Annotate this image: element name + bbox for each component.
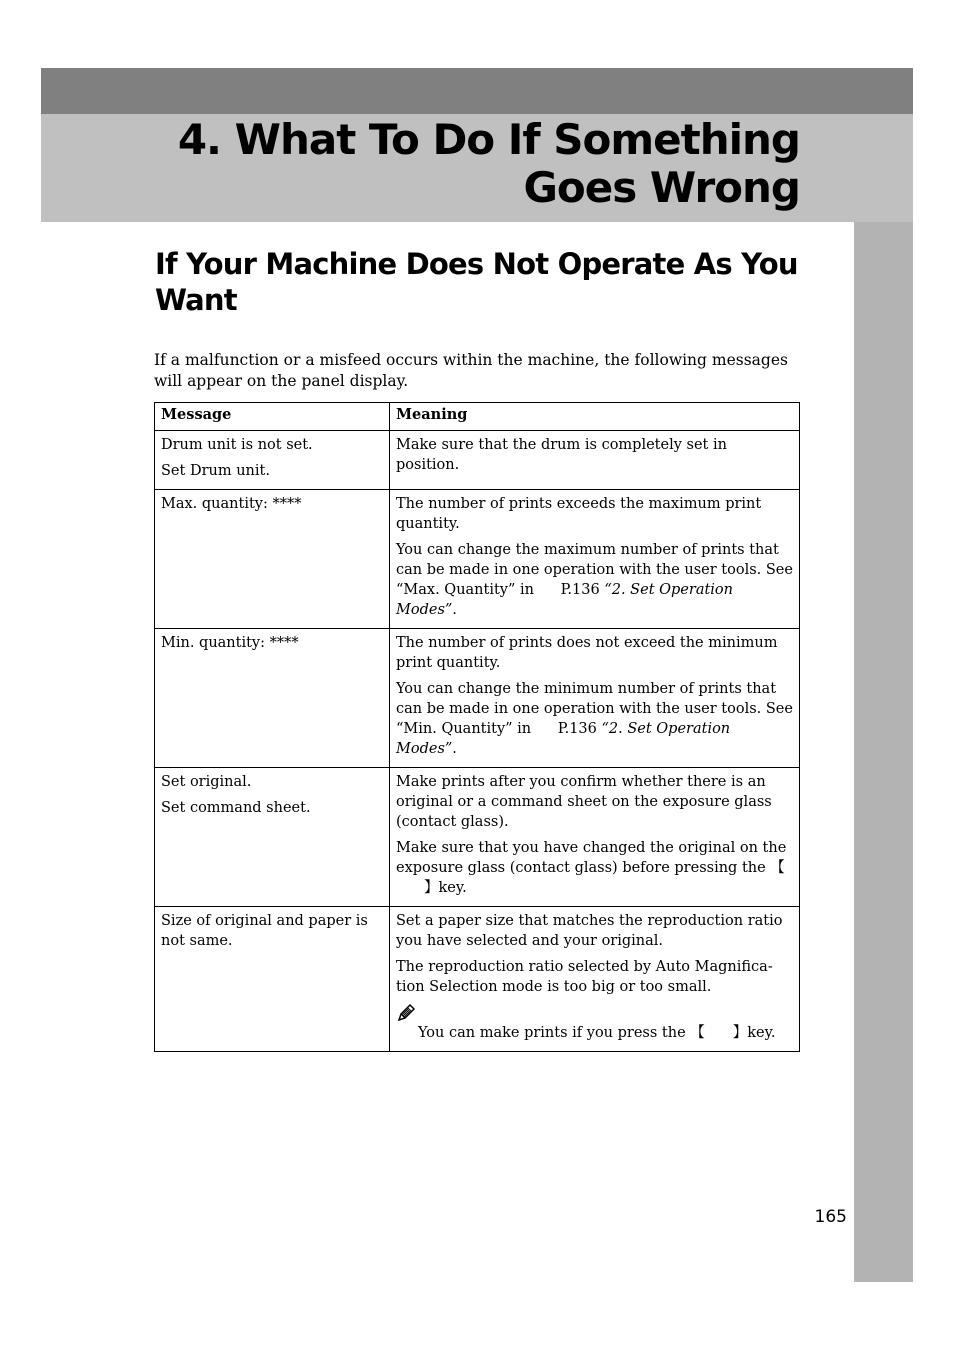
table-header-row [155, 403, 800, 431]
meaning-text-body: Make sure that you have changed the original on the exposure glass (contact glass) before pressing the [396, 840, 787, 876]
key-name-open-bracket: 【 [770, 860, 785, 876]
reference-page[interactable]: P.136 [560, 582, 600, 598]
message-text: Set Drum unit. [161, 463, 270, 479]
pencil-note-icon [396, 1003, 416, 1023]
key-name-close-bracket: 】 [424, 880, 439, 896]
message-text: Set original. [161, 774, 252, 790]
meaning-cell [390, 490, 800, 629]
meaning-text: The number of prints exceeds the maximum print quantity. [396, 496, 762, 532]
key-name-close-bracket: 】 [732, 1025, 748, 1041]
table-row [155, 907, 800, 1052]
note-text [418, 1023, 793, 1043]
meaning-text: The number of prints does not exceed the minimum print quantity. [396, 635, 778, 671]
chapter-title [160, 116, 800, 212]
table-row [155, 768, 800, 907]
section-title: If Your Machine Does Not Operate As You Want [155, 247, 798, 317]
column-header-message: Message [155, 403, 390, 431]
reference-title[interactable]: “2. Set Operation Modes” [396, 582, 733, 618]
intro-paragraph: If a malfunction or a misfeed occurs within the machine, the following messages will appear on the panel display. [154, 351, 788, 390]
meaning-cell [390, 768, 800, 907]
meaning-text: The reproduction ratio selected by Auto Magnifica-tion Selection mode is too big or too small. [396, 959, 773, 995]
meaning-cell [390, 907, 800, 1052]
meaning-text: Make prints after you confirm whether there is an original or a command sheet on the exposure glass (contact glass). [396, 774, 772, 830]
side-tab-bar [854, 222, 913, 1282]
message-cell [155, 629, 390, 768]
chapter-title-line2: Goes Wrong [523, 163, 800, 212]
message-cell [155, 907, 390, 1052]
table-row [155, 629, 800, 768]
meaning-text: Set a paper size that matches the reproduction ratio you have selected and your original. [396, 913, 783, 949]
reference-title[interactable]: “2. Set Operation Modes” [396, 721, 731, 757]
message-text: Drum unit is not set. [161, 437, 313, 453]
table-row [155, 490, 800, 629]
meaning-text: You can change the minimum number of prints that can be made in one operation with the user tools. See “Min. Quantity” in P.136 “2. Set Operation Modes”. [396, 681, 793, 757]
meaning-text: Make sure that the drum is completely set in position. [396, 437, 727, 473]
meaning-text [396, 838, 793, 898]
page-number: 165 [814, 1207, 847, 1227]
chapter-title-line1: 4. What To Do If Something [177, 115, 800, 164]
reference-page[interactable]: P.136 [557, 721, 597, 737]
meaning-cell [390, 431, 800, 490]
message-cell [155, 431, 390, 490]
message-text: Max. quantity: **** [161, 496, 302, 512]
key-name-open-bracket: 【 [690, 1025, 705, 1041]
message-cell [155, 490, 390, 629]
message-text: Set command sheet. [161, 800, 311, 816]
message-text: Size of original and paper is not same. [161, 913, 368, 949]
meaning-cell [390, 629, 800, 768]
table-row [155, 431, 800, 490]
key-suffix: key. [747, 1025, 776, 1041]
column-header-meaning: Meaning [390, 403, 800, 431]
chapter-header-bar [41, 68, 913, 114]
message-text: Min. quantity: **** [161, 635, 299, 651]
message-table [154, 402, 800, 1052]
note-text-body: You can make prints if you press the [418, 1025, 686, 1041]
meaning-text-body: You can change the minimum number of prints that can be made in one operation with the user tools. See “Min. Quantity” in [396, 681, 793, 737]
message-cell [155, 768, 390, 907]
key-suffix: key. [438, 880, 467, 896]
meaning-text: You can change the maximum number of prints that can be made in one operation with the user tools. See “Max. Quantity” in P.136 “2. Set Operation Modes”. [396, 542, 793, 618]
meaning-text-body: You can change the maximum number of prints that can be made in one operation with the user tools. See “Max. Quantity” in [396, 542, 793, 598]
